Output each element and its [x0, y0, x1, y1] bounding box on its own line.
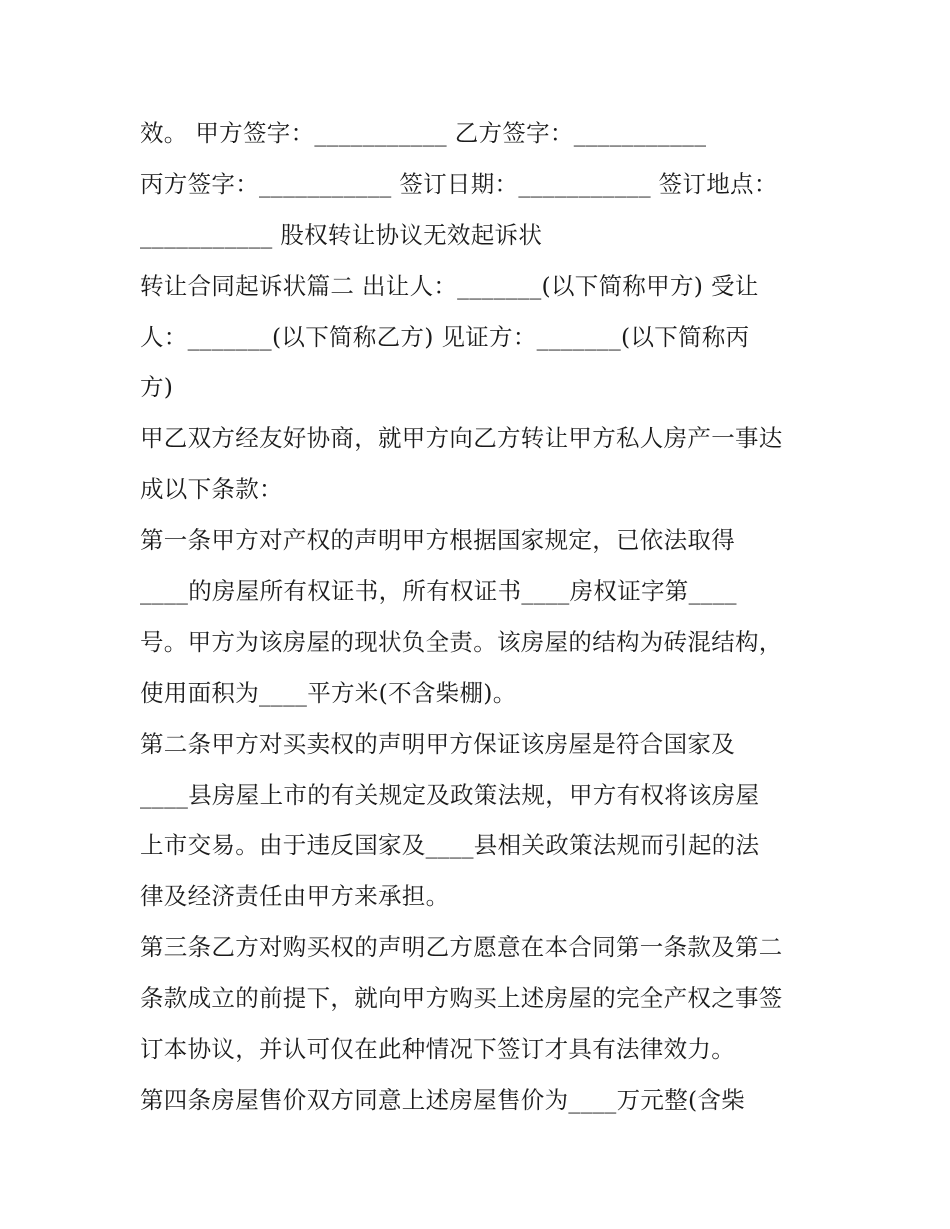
text-line: 转让合同起诉状篇二 出让人：_______(以下简称甲方) 受让 [140, 271, 759, 300]
clause-2-heading: 第二条甲方对买卖权的声明甲方保证该房屋是符合国家及 [140, 729, 735, 758]
text-line: ____县房屋上市的有关规定及政策法规，甲方有权将该房屋 [140, 780, 760, 809]
text-line: ____的房屋所有权证书，所有权证书____房权证字第____ [140, 577, 737, 606]
text-line: 成以下条款： [140, 475, 283, 504]
text-line: 订本协议，并认可仅在此种情况下签订才具有法律效力。 [140, 1035, 735, 1064]
clause-4-heading: 第四条房屋售价双方同意上述房屋售价为____万元整(含柴 [140, 1085, 746, 1114]
text-line: 效。 甲方签字：___________ 乙方签字：___________ [140, 119, 707, 147]
text-line: 丙方签字：___________ 签订日期：___________ 签订地点： [140, 169, 778, 198]
document-body [140, 108, 820, 1126]
text-line: 号。甲方为该房屋的现状负全责。该房屋的结构为砖混结构， [140, 627, 783, 656]
text-line: 使用面积为____平方米(不含柴棚)。 [140, 678, 517, 707]
text-line: 人：_______(以下简称乙方) 见证方：_______(以下简称丙 [140, 322, 750, 351]
text-line: 甲乙双方经友好协商，就甲方向乙方转让甲方私人房产一事达 [140, 424, 783, 453]
text-line: 条款成立的前提下，就向甲方购买上述房屋的完全产权之事签 [140, 984, 783, 1013]
text-line: 方) [140, 373, 174, 402]
text-line: 律及经济责任由甲方来承担。 [140, 882, 450, 911]
clause-3-heading: 第三条乙方对购买权的声明乙方愿意在本合同第一条款及第二 [140, 933, 783, 962]
text-line: ___________ 股权转让协议无效起诉状 [140, 220, 543, 249]
text-line: 上市交易。由于违反国家及____县相关政策法规而引起的法 [140, 831, 760, 860]
clause-1-heading: 第一条甲方对产权的声明甲方根据国家规定，已依法取得 [140, 526, 735, 555]
